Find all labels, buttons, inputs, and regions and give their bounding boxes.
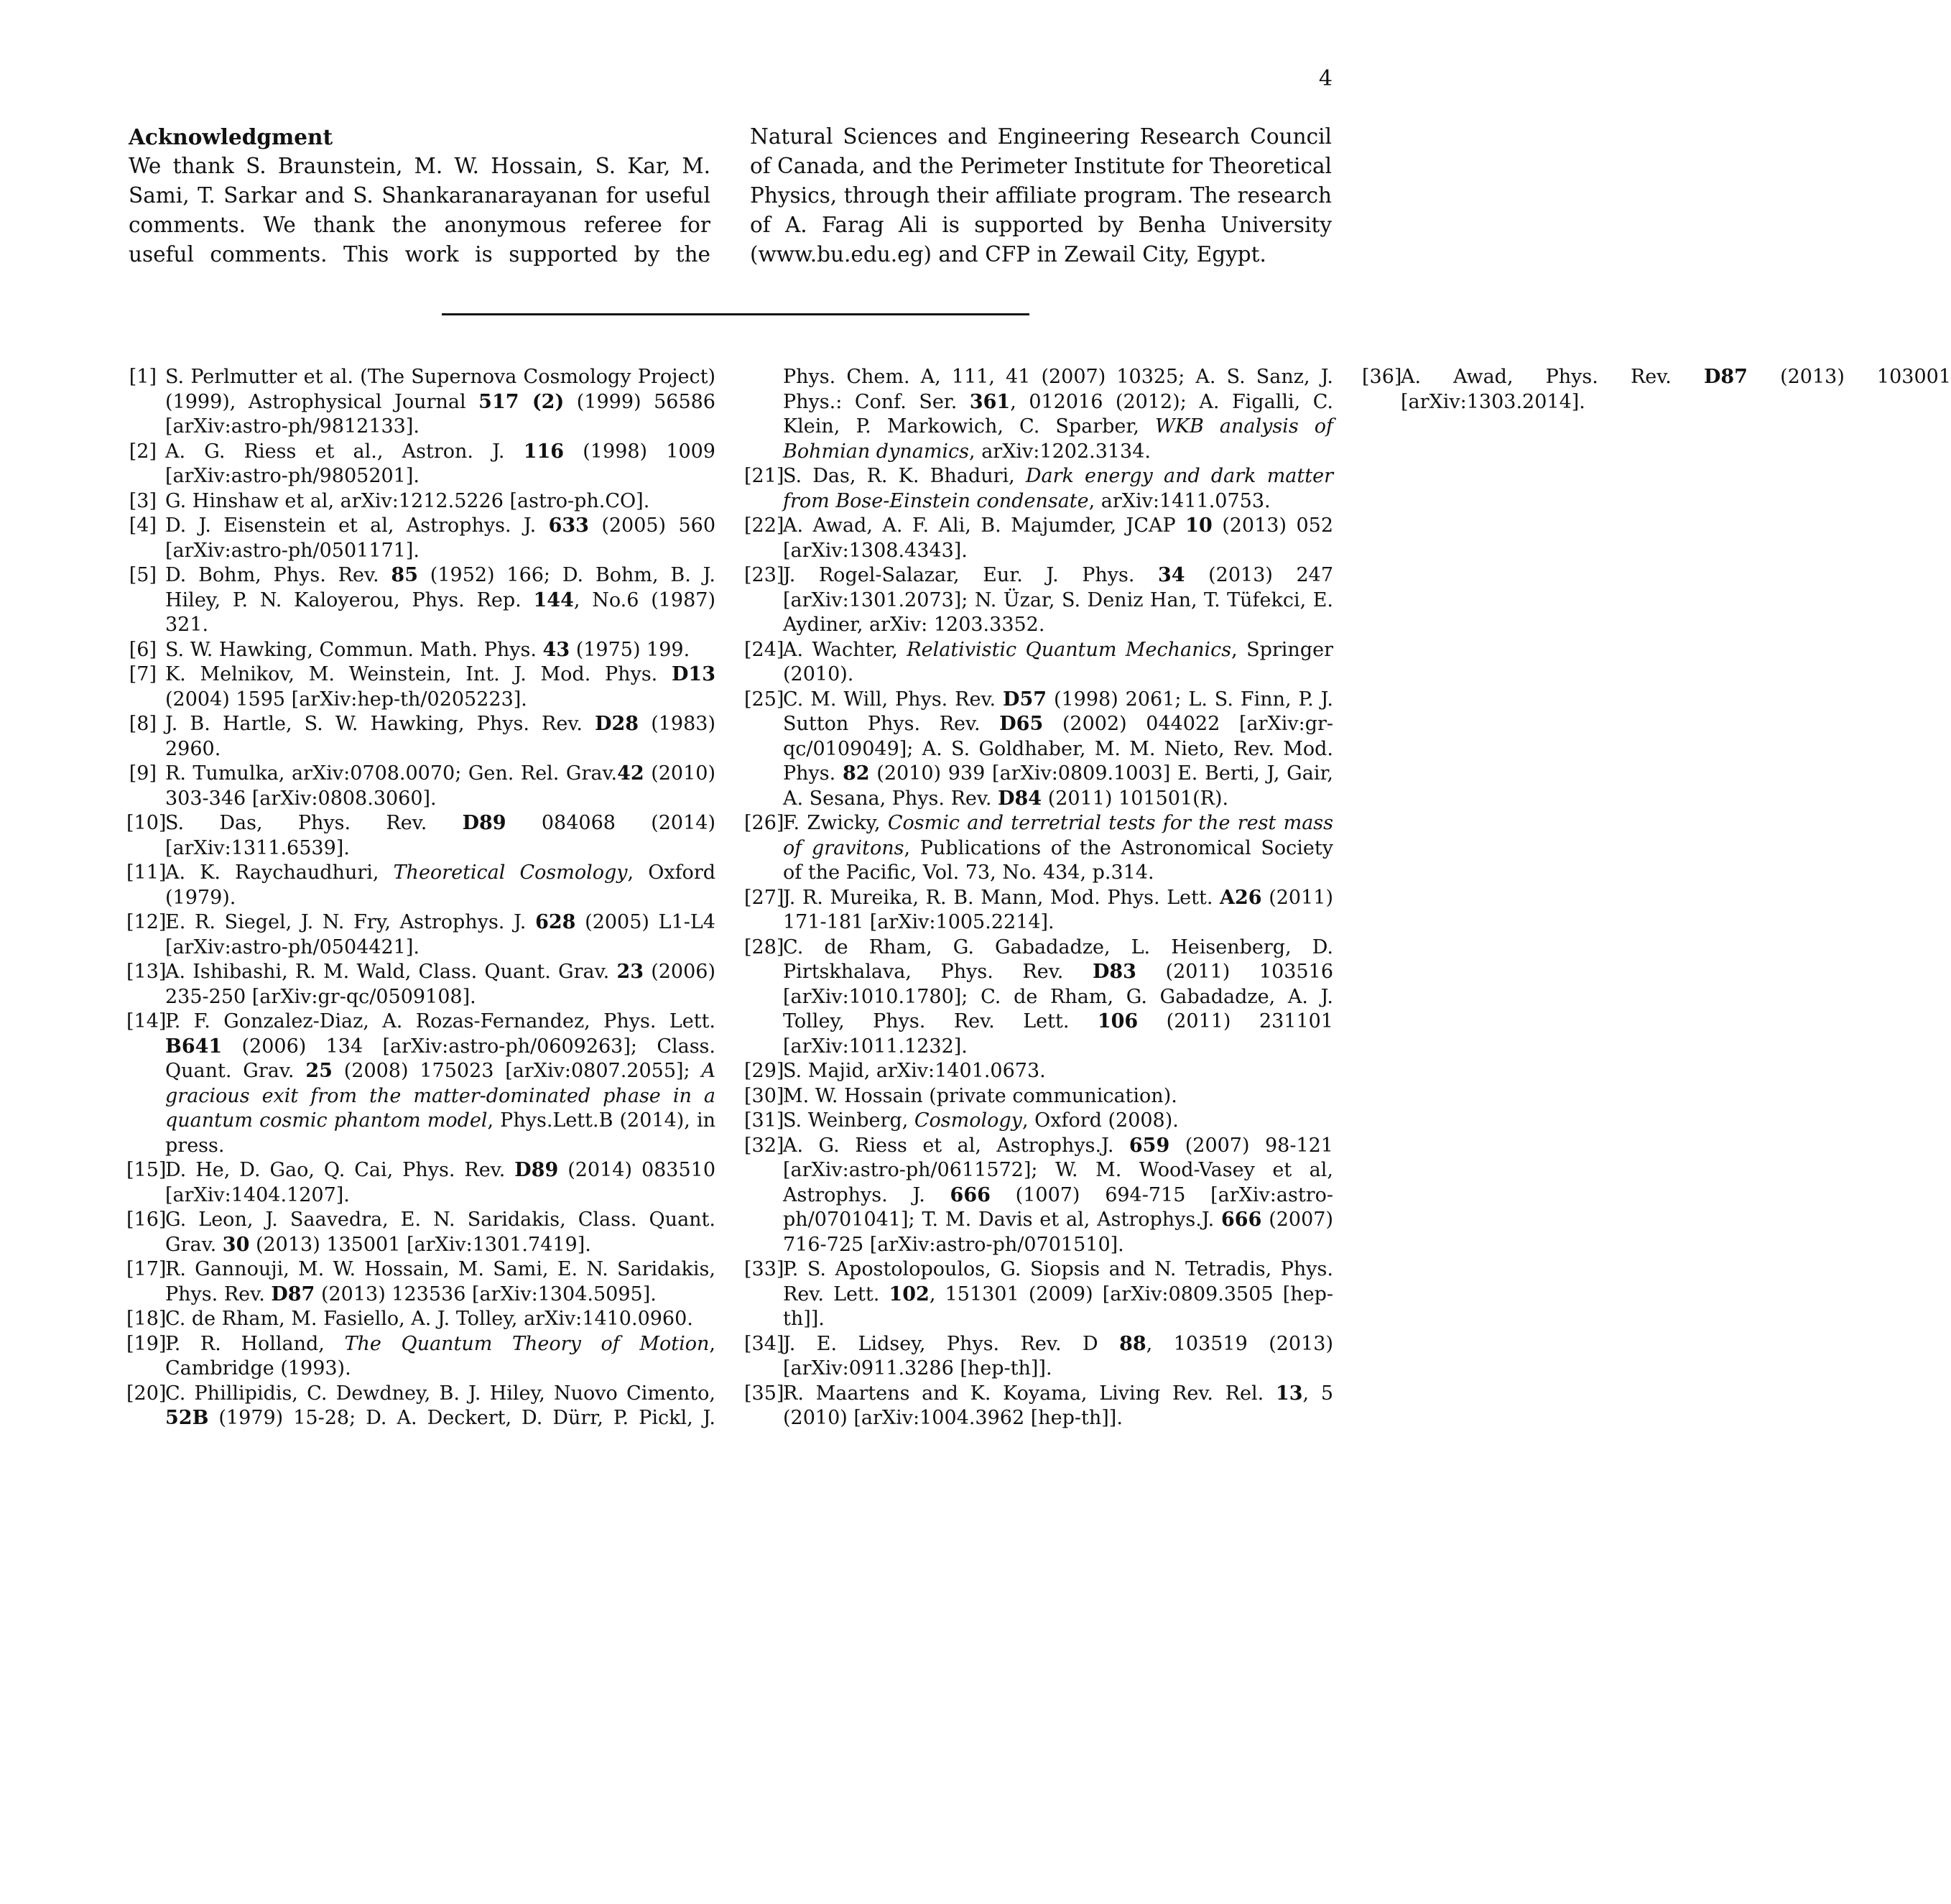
reference-text-part: 52B <box>165 1407 209 1429</box>
reference-text-part: (1007) 694-715 [arXiv:astro-ph/0701041]; T. M. Davis et al, Astrophys.J. <box>783 1183 1333 1231</box>
reference-number: [16] <box>126 1209 167 1231</box>
reference-text-part: A26 <box>1220 886 1262 909</box>
reference-text-part: , Springer (2010). <box>783 638 1333 685</box>
reference-text-part: R. Maartens and K. Koyama, Living Rev. Rel. <box>783 1382 1276 1405</box>
reference-text-part: , 151301 (2009) [arXiv:0809.3505 [hep-th]]. <box>783 1283 1334 1330</box>
reference-text-part: D84 <box>998 787 1042 810</box>
reference-item <box>744 1332 1333 1382</box>
reference-number: [9] <box>129 762 157 785</box>
reference-text-part: 144 <box>533 588 574 611</box>
reference-number: [21] <box>744 465 784 487</box>
reference-item <box>744 1257 1333 1332</box>
reference-text-part: (2011) 101501(R). <box>1042 787 1229 810</box>
reference-text-part: 628 <box>535 911 576 933</box>
reference-text-part: 88 <box>1119 1332 1146 1355</box>
reference-text <box>165 762 715 811</box>
page-number: 4 <box>1318 66 1333 91</box>
reference-item <box>126 563 715 638</box>
reference-text-part: 116 <box>523 440 565 463</box>
reference-item <box>744 935 1333 1060</box>
reference-text <box>165 712 715 762</box>
reference-text <box>165 1158 715 1208</box>
reference-text-part: Theoretical Cosmology <box>393 861 628 884</box>
reference-text-part: E. R. Siegel, J. N. Fry, Astrophys. J. <box>165 911 536 933</box>
reference-text-part: J. Rogel-Salazar, Eur. J. Phys. <box>783 564 1159 586</box>
reference-item <box>744 1134 1333 1258</box>
reference-text <box>165 1307 715 1332</box>
reference-number: [22] <box>744 514 784 537</box>
reference-text-part: (2013) 052 [arXiv:1308.4343]. <box>783 514 1333 562</box>
reference-text-part: C. M. Will, Phys. Rev. <box>783 688 1004 711</box>
reference-number: [12] <box>126 911 167 933</box>
reference-item <box>126 365 715 440</box>
reference-item <box>126 1307 715 1332</box>
reference-text-part: (1998) 1009 [arXiv:astro-ph/9805201]. <box>165 440 715 487</box>
reference-number: [27] <box>744 886 784 909</box>
reference-text-part: D89 <box>514 1159 559 1181</box>
reference-number: [28] <box>744 935 784 958</box>
reference-text-part: D. Bohm, Phys. Rev. <box>165 564 391 586</box>
reference-text <box>783 1382 1333 1431</box>
reference-item <box>126 662 715 712</box>
reference-text-part: R. Tumulka, arXiv:0708.0070; Gen. Rel. Grav. <box>165 762 618 785</box>
reference-text <box>165 563 715 638</box>
reference-text-part: 25 <box>305 1060 333 1082</box>
reference-text-part: B641 <box>165 1035 223 1058</box>
reference-text-part: (1999) 56586 [arXiv:astro-ph/9812133]. <box>165 390 715 438</box>
reference-text-part: (2013) 247 [arXiv:1301.2073]; N. Üzar, S. Deniz Han, T. Tüfekci, E. Aydiner, arXiv: 1203.3352. <box>783 564 1334 636</box>
reference-text-part: (2010) 303-346 [arXiv:0808.3060]. <box>165 762 715 810</box>
reference-text-part: A. G. Riess et al, Astrophys.J. <box>783 1134 1129 1157</box>
reference-text-part: D87 <box>1703 366 1748 388</box>
reference-text-part: P. R. Holland, <box>165 1332 345 1355</box>
reference-text-part: A. Ishibashi, R. M. Wald, Class. Quant. Grav. <box>165 961 617 983</box>
reference-text-part: 82 <box>842 762 870 785</box>
reference-text <box>165 1009 715 1158</box>
acknowledgment-title: Acknowledgment <box>129 124 333 149</box>
reference-item <box>126 712 715 762</box>
reference-text-part: , 103519 (2013) [arXiv:0911.3286 [hep-th]]. <box>783 1332 1333 1380</box>
reference-text-part: S. Das, R. K. Bhaduri, <box>783 465 1026 487</box>
reference-text-part: D87 <box>271 1283 315 1305</box>
reference-text-part: 102 <box>889 1283 930 1305</box>
reference-text-part: S. Das, Phys. Rev. <box>165 812 463 834</box>
section-divider <box>442 313 1029 315</box>
reference-text-part: (2005) L1-L4 [arXiv:astro-ph/0504421]. <box>165 911 715 958</box>
reference-text-part: 23 <box>616 961 644 983</box>
reference-text-part: A. K. Raychaudhuri, <box>165 861 394 884</box>
reference-text-part: D57 <box>1003 688 1047 711</box>
reference-item <box>126 440 715 489</box>
reference-text-part: D13 <box>672 663 715 685</box>
reference-number: [26] <box>744 812 784 834</box>
reference-text <box>165 440 715 489</box>
reference-item <box>744 1059 1333 1084</box>
reference-text <box>165 662 715 712</box>
reference-number: [33] <box>744 1258 784 1280</box>
reference-item <box>126 1158 715 1208</box>
reference-text-part: 34 <box>1158 564 1185 586</box>
reference-text <box>783 811 1333 886</box>
reference-item <box>744 514 1333 563</box>
reference-text-part: A gracious exit from the matter-dominated phase in a quantum cosmic phantom model <box>165 1060 715 1132</box>
reference-text <box>783 688 1333 812</box>
reference-text-part: Cosmic and terretrial tests for the rest mass of gravitons <box>783 812 1334 859</box>
reference-number: [7] <box>129 663 157 685</box>
reference-number: [35] <box>744 1382 784 1405</box>
reference-item <box>744 811 1333 886</box>
reference-text <box>1401 365 1951 415</box>
reference-text-part: (2011) 103516 [arXiv:1010.1780]; C. de Rham, G. Gabadadze, A. J. Tolley, Phys. Rev. Lett. <box>783 961 1333 1032</box>
reference-text-part: , Oxford (1979). <box>165 861 716 909</box>
reference-text-part: 43 <box>542 638 570 661</box>
reference-text <box>165 1257 715 1307</box>
reference-text-part: D. He, D. Gao, Q. Cai, Phys. Rev. <box>165 1159 515 1181</box>
reference-text-part: (1983) 2960. <box>165 713 715 760</box>
reference-text-part: F. Zwicky, <box>783 812 888 834</box>
reference-text-part: (2014) 083510 [arXiv:1404.1207]. <box>165 1159 716 1206</box>
acknowledgment-text: We thank S. Braunstein, M. W. Hossain, S. Kar, M. Sami, T. Sarkar and S. Shankaranarayanan for useful comments. We thank the anonymous referee for useful comments. This work is supported by the Natural Sciences and Engineering Research Council of Canada, and the Perimeter Institute for Theoretical Physics, through their affiliate program. The research of A. Farag Ali is supported by Benha University (www.bu.edu.eg) and CFP in Zewail City, Egypt. <box>129 124 1332 267</box>
reference-number: [3] <box>129 489 157 512</box>
reference-text-part: , 012016 (2012); A. Figalli, C. Klein, P. Markowich, C. Sparber, <box>783 390 1333 438</box>
reference-text <box>165 638 715 663</box>
reference-text-part: Dark energy and dark matter from Bose-Einstein condensate <box>783 465 1333 512</box>
reference-text-part: A. Awad, A. F. Ali, B. Majumder, JCAP <box>783 514 1186 537</box>
reference-text-part: D65 <box>999 713 1044 735</box>
reference-text-part: J. B. Hartle, S. W. Hawking, Phys. Rev. <box>165 713 596 735</box>
reference-text-part: , Cambridge (1993). <box>165 1332 715 1380</box>
reference-item <box>744 638 1333 688</box>
reference-item <box>126 861 715 910</box>
reference-number: [4] <box>129 514 157 537</box>
reference-text-part: C. de Rham, M. Fasiello, A. J. Tolley, arXiv:1410.0960. <box>165 1308 693 1330</box>
reference-item <box>744 1382 1333 1431</box>
reference-text-part: , Oxford (2008). <box>1021 1109 1179 1132</box>
reference-number: [25] <box>744 688 784 711</box>
reference-item <box>126 638 715 663</box>
reference-text-part: (2007) 716-725 [arXiv:astro-ph/0701510]. <box>783 1209 1333 1256</box>
reference-text <box>165 960 715 1009</box>
reference-item <box>126 811 715 861</box>
reference-text-part: 42 <box>617 762 644 785</box>
reference-text <box>783 1332 1333 1382</box>
reference-number: [29] <box>744 1060 784 1082</box>
reference-text <box>783 563 1333 638</box>
reference-number: [15] <box>126 1159 167 1181</box>
reference-text-part: 361 <box>969 390 1011 413</box>
reference-text-part: The Quantum Theory of Motion <box>344 1332 710 1355</box>
reference-text-part: D28 <box>595 713 639 735</box>
references-list <box>126 365 1951 1443</box>
reference-text-part: (1979) 15-28; D. A. Deckert, D. Dürr, P. Pickl, J. Phys. Chem. A, 111, 41 (2007) 10325; A. S. Sanz, J. Phys.: Conf. Ser. <box>208 366 1333 1429</box>
reference-item <box>126 960 715 1009</box>
reference-item <box>1362 365 1951 415</box>
reference-text-part: S. W. Hawking, Commun. Math. Phys. <box>165 638 543 661</box>
reference-number: [23] <box>744 564 784 586</box>
reference-text-part: J. R. Mureika, R. B. Mann, Mod. Phys. Lett. <box>783 886 1220 909</box>
reference-text-part: 084068 (2014) [arXiv:1311.6539]. <box>165 812 715 859</box>
reference-number: [18] <box>126 1308 167 1330</box>
reference-number: [13] <box>126 961 167 983</box>
reference-text <box>165 514 715 563</box>
reference-text-part: (2006) 134 [arXiv:astro-ph/0609263]; Class. Quant. Grav. <box>165 1035 715 1082</box>
reference-item <box>126 514 715 563</box>
reference-text-part: J. E. Lidsey, Phys. Rev. D <box>783 1332 1120 1355</box>
reference-text-part: C. de Rham, G. Gabadadze, L. Heisenberg, D. Pirtskhalava, Phys. Rev. <box>783 935 1333 983</box>
reference-number: [19] <box>126 1332 167 1355</box>
reference-text-part: D83 <box>1092 961 1136 983</box>
reference-number: [36] <box>1362 366 1402 388</box>
reference-text <box>783 1134 1333 1258</box>
reference-text-part: G. Hinshaw et al, arXiv:1212.5226 [astro-ph.CO]. <box>165 489 650 512</box>
reference-item <box>126 489 715 514</box>
reference-text-part: (1952) 166; D. Bohm, B. J. Hiley, P. N. Kaloyerou, Phys. Rep. <box>165 564 715 611</box>
reference-number: [10] <box>126 812 167 834</box>
reference-number: [1] <box>129 366 157 388</box>
reference-text-part: , Publications of the Astronomical Society of the Pacific, Vol. 73, No. 434, p.314. <box>783 836 1333 884</box>
reference-text-part: (2013) 135001 [arXiv:1301.7419]. <box>249 1233 591 1256</box>
reference-text-part: (2007) 98-121 [arXiv:astro-ph/0611572]; W. M. Wood-Vasey et al, Astrophys. J. <box>783 1134 1333 1206</box>
reference-text <box>783 638 1333 688</box>
reference-text-part: S. Majid, arXiv:1401.0673. <box>783 1060 1046 1082</box>
reference-number: [6] <box>129 638 157 661</box>
reference-text-part: C. Phillipidis, C. Dewdney, B. J. Hiley, Nuovo Cimento, <box>165 1382 715 1405</box>
reference-text <box>165 1208 715 1257</box>
reference-number: [30] <box>744 1084 784 1107</box>
reference-text-part: P. F. Gonzalez-Diaz, A. Rozas-Fernandez, Phys. Lett. <box>165 1010 715 1032</box>
reference-text-part: 30 <box>222 1233 250 1256</box>
reference-text-part: D. J. Eisenstein et al, Astrophys. J. <box>165 514 549 537</box>
reference-text-part: 10 <box>1185 514 1213 537</box>
reference-number: [14] <box>126 1010 167 1032</box>
reference-text-part: WKB analysis of Bohmian dynamics <box>783 415 1333 463</box>
reference-text-part: (2013) 103001 [arXiv:1303.2014]. <box>1401 366 1951 413</box>
reference-text-part: R. Gannouji, M. W. Hossain, M. Sami, E. N. Saridakis, Phys. Rev. <box>165 1258 715 1305</box>
reference-item <box>126 1009 715 1158</box>
reference-number: [31] <box>744 1109 784 1132</box>
reference-text-part: , Phys.Lett.B (2014), in press. <box>165 1109 715 1157</box>
reference-item <box>744 688 1333 812</box>
reference-text-part: 517 (2) <box>478 390 565 413</box>
reference-text <box>165 861 715 910</box>
reference-text <box>783 1257 1333 1332</box>
reference-text-part: 13 <box>1275 1382 1303 1405</box>
reference-item <box>126 1208 715 1257</box>
reference-text <box>165 1332 715 1382</box>
reference-text-part: (2004) 1595 [arXiv:hep-th/0205223]. <box>165 688 527 711</box>
reference-text-part: (2010) 939 [arXiv:0809.1003] E. Berti, J, Gair, A. Sesana, Phys. Rev. <box>783 762 1333 810</box>
reference-text <box>165 489 715 514</box>
reference-text-part: K. Melnikov, M. Weinstein, Int. J. Mod. Phys. <box>165 663 672 685</box>
reference-text-part: P. S. Apostolopoulos, G. Siopsis and N. Tetradis, Phys. Rev. Lett. <box>783 1258 1333 1305</box>
reference-item <box>744 886 1333 935</box>
reference-text-part: S. Perlmutter et al. (The Supernova Cosmology Project) (1999), Astrophysical Journal <box>165 366 715 413</box>
reference-text <box>783 514 1333 563</box>
reference-number: [2] <box>129 440 157 463</box>
reference-text-part: , No.6 (1987) 321. <box>165 588 715 636</box>
reference-text-part: A. Awad, Phys. Rev. <box>1401 366 1704 388</box>
reference-text <box>783 935 1333 1060</box>
reference-text-part: , 5 (2010) [arXiv:1004.3962 [hep-th]]. <box>783 1382 1334 1429</box>
reference-text-part: 666 <box>1221 1209 1262 1231</box>
reference-text-part: Relativistic Quantum Mechanics <box>907 638 1232 661</box>
reference-text-part: 85 <box>391 564 418 586</box>
reference-text-part: , arXiv:1411.0753. <box>1088 489 1271 512</box>
reference-text <box>783 1109 1333 1134</box>
reference-item <box>126 910 715 960</box>
reference-text-part: S. Weinberg, <box>783 1109 914 1132</box>
reference-text-part: 106 <box>1097 1010 1139 1032</box>
reference-number: [5] <box>129 564 157 586</box>
reference-item <box>126 1332 715 1382</box>
reference-item <box>744 464 1333 514</box>
reference-text-part: , arXiv:1202.3134. <box>969 440 1151 463</box>
reference-number: [24] <box>744 638 784 661</box>
reference-text-part: (2006) 235-250 [arXiv:gr-qc/0509108]. <box>165 961 715 1008</box>
reference-text-part: 633 <box>548 514 589 537</box>
reference-number: [32] <box>744 1134 784 1157</box>
reference-number: [20] <box>126 1382 167 1405</box>
reference-number: [17] <box>126 1258 167 1280</box>
reference-text <box>783 1059 1333 1084</box>
reference-text-part: (2002) 044022 [arXiv:gr-qc/0109049]; A. S. Goldhaber, M. M. Nieto, Rev. Mod. Phys. <box>783 713 1334 785</box>
reference-item <box>744 563 1333 638</box>
acknowledgment-section <box>129 122 1332 273</box>
reference-text-part: (2013) 123536 [arXiv:1304.5095]. <box>315 1283 657 1305</box>
reference-text <box>783 464 1333 514</box>
reference-number: [34] <box>744 1332 784 1355</box>
reference-text-part: (2011) 171-181 [arXiv:1005.2214]. <box>783 886 1333 933</box>
reference-text-part: A. G. Riess et al., Astron. J. <box>165 440 524 463</box>
reference-text-part: 666 <box>950 1183 991 1206</box>
reference-item <box>126 1257 715 1307</box>
reference-item <box>126 762 715 811</box>
reference-number: [11] <box>126 861 167 884</box>
reference-text-part: Cosmology <box>914 1109 1022 1132</box>
reference-text <box>165 811 715 861</box>
reference-text <box>783 1084 1333 1109</box>
reference-text-part: (2011) 231101 [arXiv:1011.1232]. <box>783 1010 1333 1058</box>
reference-text <box>165 910 715 960</box>
reference-text-part: 659 <box>1129 1134 1170 1157</box>
reference-text-part: A. Wachter, <box>783 638 907 661</box>
reference-item <box>744 1109 1333 1134</box>
reference-text-part: M. W. Hossain (private communication). <box>783 1084 1177 1107</box>
reference-item <box>744 1084 1333 1109</box>
reference-text-part: (2005) 560 [arXiv:astro-ph/0501171]. <box>165 514 715 562</box>
reference-text <box>783 886 1333 935</box>
reference-number: [8] <box>129 713 157 735</box>
reference-text-part: D89 <box>462 812 506 834</box>
reference-text-part: (2008) 175023 [arXiv:0807.2055]; <box>332 1060 702 1082</box>
reference-text-part: (1975) 199. <box>570 638 690 661</box>
reference-text-part: G. Leon, J. Saavedra, E. N. Saridakis, Class. Quant. Grav. <box>165 1209 715 1256</box>
reference-text <box>165 365 715 440</box>
reference-text-part: (1998) 2061; L. S. Finn, P. J. Sutton Phys. Rev. <box>783 688 1333 735</box>
